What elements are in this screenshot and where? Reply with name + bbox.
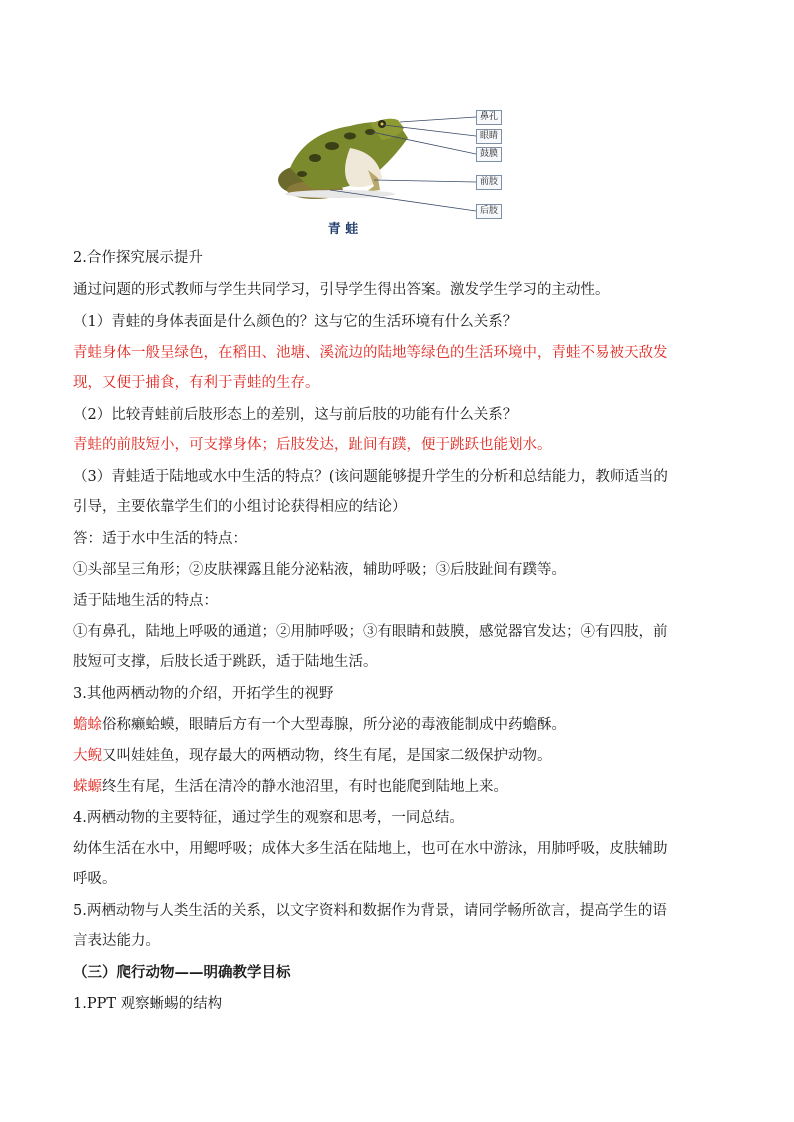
toad-text: 俗称癞蛤蟆，眼睛后方有一个大型毒腺，所分泌的毒液能制成中药蟾酥。 <box>102 717 566 733</box>
section-heading-3: 3.其他两栖动物的介绍，开拓学生的视野 <box>73 686 334 702</box>
section-5-line2: 言表达能力。 <box>73 933 160 949</box>
section-heading-4: 4.两栖动物的主要特征，通过学生的观察和思考，一同总结。 <box>73 810 464 826</box>
section-4-line2: 呼吸。 <box>73 871 117 887</box>
answer-1-line2: 现，又便于捕食，有利于青蛙的生存。 <box>73 375 320 391</box>
answer-1-line1: 青蛙身体一般呈绿色，在稻田、池塘、溪流边的陆地等绿色的生活环境中，青蛙不易被天敌发 <box>73 345 668 361</box>
section-heading-6: （三）爬行动物——明确教学目标 <box>73 964 291 981</box>
section-intro: 通过问题的形式教师与学生共同学习，引导学生得出答案。激发学生学习的主动性。 <box>73 282 610 298</box>
question-2: （2）比较青蛙前后肢形态上的差别，这与前后肢的功能有什么关系？ <box>73 407 518 423</box>
answer-water-list: ①头部呈三角形；②皮肤裸露且能分泌粘液，辅助呼吸；③后肢趾间有蹼等。 <box>73 562 566 578</box>
figure-caption: 青 蛙 <box>327 222 359 237</box>
salamander-text: 又叫娃娃鱼，现存最大的两栖动物，终生有尾，是国家二级保护动物。 <box>102 748 552 764</box>
answer-land-line1: ①有鼻孔，陆地上呼吸的通道；②用肺呼吸；③有眼睛和鼓膜，感觉器官发达；④有四肢，前 <box>73 624 668 640</box>
section-4-line1: 幼体生活在水中，用鳃呼吸；成体大多生活在陆地上，也可在水中游泳，用肺呼吸，皮肤辅助 <box>73 841 668 857</box>
newt-name: 蝾螈 <box>73 779 102 795</box>
answer-land-title: 适于陆地生活的特点： <box>73 593 218 609</box>
salamander-name: 大鲵 <box>73 748 102 764</box>
section-6-item1: 1.PPT 观察蜥蜴的结构 <box>73 996 223 1012</box>
section-heading-2: 2.合作探究展示提升 <box>73 250 203 266</box>
toad-item <box>73 714 566 736</box>
answer-water-title: 答：适于水中生活的特点： <box>73 531 247 547</box>
label-nostril: 鼻孔 <box>476 110 502 125</box>
frog-figure <box>270 108 520 236</box>
question-3-line1: （3）青蛙适于陆地或水中生活的特点？(该问题能够提升学生的分析和总结能力，教师适当的 <box>73 469 668 485</box>
toad-name: 蟾蜍 <box>73 717 102 733</box>
label-forelimb: 前肢 <box>476 175 502 190</box>
label-eye: 眼睛 <box>476 129 502 144</box>
newt-text: 终生有尾，生活在清冷的静水池沼里，有时也能爬到陆地上来。 <box>102 779 508 795</box>
label-hindlimb: 后肢 <box>476 204 502 219</box>
question-1: （1）青蛙的身体表面是什么颜色的？这与它的生活环境有什么关系？ <box>73 314 518 330</box>
answer-2: 青蛙的前肢短小，可支撑身体；后肢发达，趾间有蹼，便于跳跃也能划水。 <box>73 437 552 453</box>
section-5-line1: 5.两栖动物与人类生活的关系，以文字资料和数据作为背景，请同学畅所欲言，提高学生的语 <box>73 903 667 919</box>
question-3-line2: 引导，主要依靠学生们的小组讨论获得相应的结论） <box>73 499 407 515</box>
salamander-item <box>73 745 552 767</box>
newt-item <box>73 776 508 798</box>
label-eardrum: 鼓膜 <box>476 147 502 162</box>
answer-land-line2: 肢短可支撑，后肢长适于跳跃，适于陆地生活。 <box>73 654 378 670</box>
